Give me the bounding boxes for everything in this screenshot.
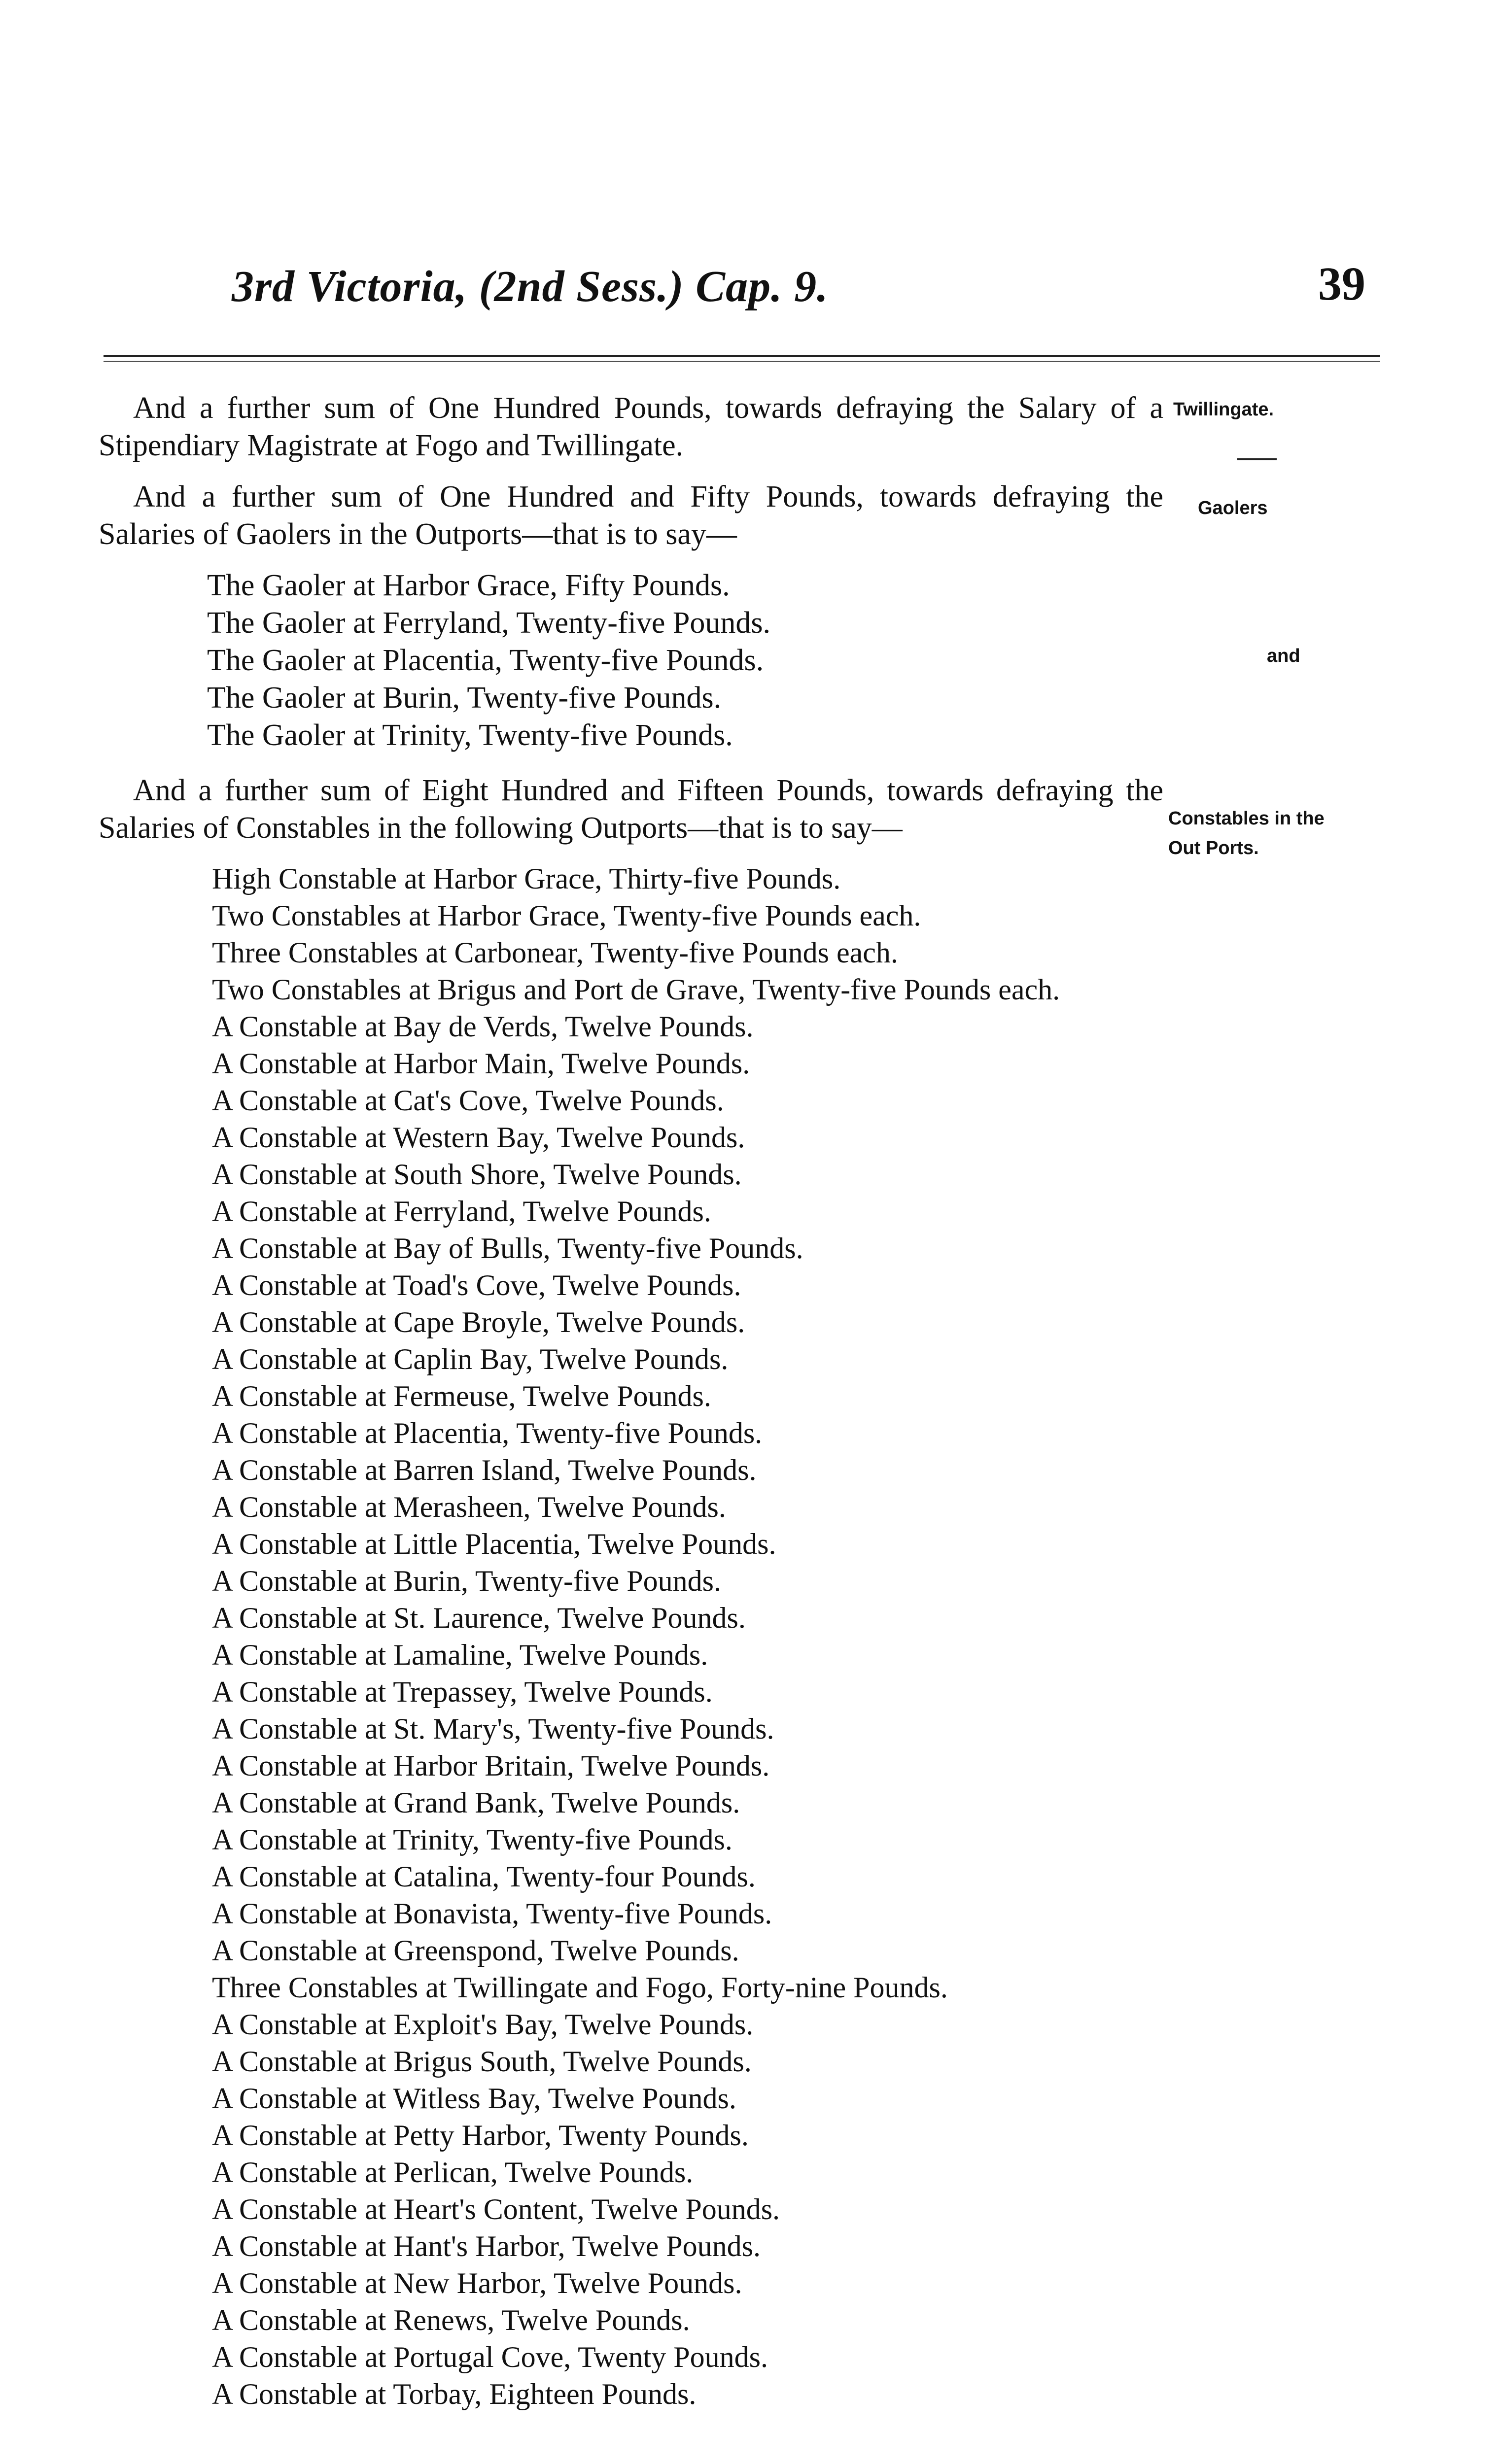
list-item: High Constable at Harbor Grace, Thirty-five Pounds.	[212, 862, 841, 895]
list-item: A Constable at Catalina, Twenty-four Pounds.	[212, 1860, 756, 1893]
list-item: A Constable at Fermeuse, Twelve Pounds.	[212, 1380, 711, 1412]
list-item: The Gaoler at Trinity, Twenty-five Pounds.	[207, 719, 733, 752]
list-item: A Constable at Trinity, Twenty-five Pounds.	[212, 1823, 733, 1856]
list-item: A Constable at Heart's Content, Twelve Pounds.	[212, 2193, 780, 2225]
page-header	[232, 257, 1370, 315]
body-text	[99, 389, 1163, 2430]
list-item: A Constable at Merasheen, Twelve Pounds.	[212, 1491, 726, 1523]
list-item: A Constable at South Shore, Twelve Pounds.	[212, 1158, 742, 1191]
list-item: A Constable at Hant's Harbor, Twelve Pounds.	[212, 2230, 761, 2262]
list-item: A Constable at Little Placentia, Twelve Pounds.	[212, 1528, 776, 1560]
list-item: A Constable at Trepassey, Twelve Pounds.	[212, 1676, 713, 1708]
list-item: A Constable at Grand Bank, Twelve Pounds.	[212, 1786, 740, 1819]
list-item: Two Constables at Harbor Grace, Twenty-five Pounds each.	[212, 899, 921, 932]
header-rule	[104, 355, 1380, 357]
list-item: The Gaoler at Ferryland, Twenty-five Pounds.	[207, 606, 770, 640]
list-item: A Constable at Cat's Cove, Twelve Pounds.	[212, 1084, 724, 1117]
list-item: A Constable at St. Laurence, Twelve Pounds.	[212, 1602, 746, 1634]
margin-note-outports: Out Ports.	[1168, 838, 1259, 858]
margin-note-and: and	[1267, 646, 1300, 666]
list-item: A Constable at Harbor Britain, Twelve Pounds.	[212, 1749, 770, 1782]
list-item: A Constable at Torbay, Eighteen Pounds.	[212, 2378, 697, 2410]
list-item: Three Constables at Carbonear, Twenty-five Pounds each.	[212, 936, 898, 969]
list-item: A Constable at Exploit's Bay, Twelve Pounds.	[212, 2008, 754, 2041]
paragraph-magistrate: And a further sum of One Hundred Pounds, towards defraying the Salary of a Stipendiary Magistrate at Fogo and Twillingate.	[99, 391, 1163, 462]
list-item: A Constable at Portugal Cove, Twenty Pounds.	[212, 2341, 768, 2373]
margin-note-constables: Constables in the	[1168, 808, 1325, 829]
list-item: A Constable at Placentia, Twenty-five Pounds.	[212, 1417, 763, 1449]
list-item: A Constable at New Harbor, Twelve Pounds.	[212, 2267, 742, 2299]
list-item: The Gaoler at Burin, Twenty-five Pounds.	[207, 681, 722, 715]
list-item: A Constable at St. Mary's, Twenty-five Pounds.	[212, 1712, 774, 1745]
list-item: A Constable at Bonavista, Twenty-five Pounds.	[212, 1897, 772, 1930]
list-item: A Constable at Renews, Twelve Pounds.	[212, 2304, 690, 2336]
list-item: A Constable at Caplin Bay, Twelve Pounds.	[212, 1343, 729, 1375]
list-item: The Gaoler at Placentia, Twenty-five Pounds.	[207, 644, 764, 677]
constables-list	[99, 860, 1163, 2413]
list-item: Two Constables at Brigus and Port de Grave, Twenty-five Pounds each.	[212, 973, 1060, 1006]
list-item: A Constable at Burin, Twenty-five Pounds.	[212, 1565, 721, 1597]
list-item: A Constable at Barren Island, Twelve Pounds.	[212, 1454, 757, 1486]
list-item: A Constable at Petty Harbor, Twenty Pounds.	[212, 2119, 749, 2152]
paragraph-gaolers: And a further sum of One Hundred and Fifty Pounds, towards defraying the Salaries of Gaolers in the Outports—that is to say—	[99, 480, 1163, 551]
list-item: A Constable at Brigus South, Twelve Pounds.	[212, 2045, 752, 2078]
gaolers-list	[99, 567, 1163, 754]
list-item: A Constable at Bay of Bulls, Twenty-five Pounds.	[212, 1232, 803, 1265]
paragraph-constables: And a further sum of Eight Hundred and Fifteen Pounds, towards defraying the Salaries of Constables in the following Outports—that is to say—	[99, 774, 1163, 845]
list-item: A Constable at Western Bay, Twelve Pounds.	[212, 1121, 745, 1154]
list-item: A Constable at Cape Broyle, Twelve Pounds.	[212, 1306, 745, 1338]
margin-dash	[1237, 458, 1277, 460]
running-title: 3rd Victoria, (2nd Sess.) Cap. 9.	[232, 262, 829, 311]
margin-note-twillingate: Twillingate.	[1173, 399, 1274, 420]
list-item: The Gaoler at Harbor Grace, Fifty Pounds.	[207, 569, 730, 602]
list-item: A Constable at Toad's Cove, Twelve Pounds.	[212, 1269, 741, 1301]
list-item: A Constable at Bay de Verds, Twelve Pounds.	[212, 1010, 754, 1043]
header-rule-thin	[104, 361, 1380, 362]
list-item: A Constable at Harbor Main, Twelve Pounds.	[212, 1047, 750, 1080]
list-item: Three Constables at Twillingate and Fogo, Forty-nine Pounds.	[212, 1971, 948, 2004]
list-item: A Constable at Lamaline, Twelve Pounds.	[212, 1639, 708, 1671]
margin-note-gaolers: Gaolers	[1198, 498, 1268, 518]
list-item: A Constable at Witless Bay, Twelve Pounds.	[212, 2082, 736, 2115]
page-number: 39	[1318, 257, 1365, 310]
list-item: A Constable at Greenspond, Twelve Pounds.	[212, 1934, 739, 1967]
list-item: A Constable at Perlican, Twelve Pounds.	[212, 2156, 694, 2189]
list-item: A Constable at Ferryland, Twelve Pounds.	[212, 1195, 711, 1228]
